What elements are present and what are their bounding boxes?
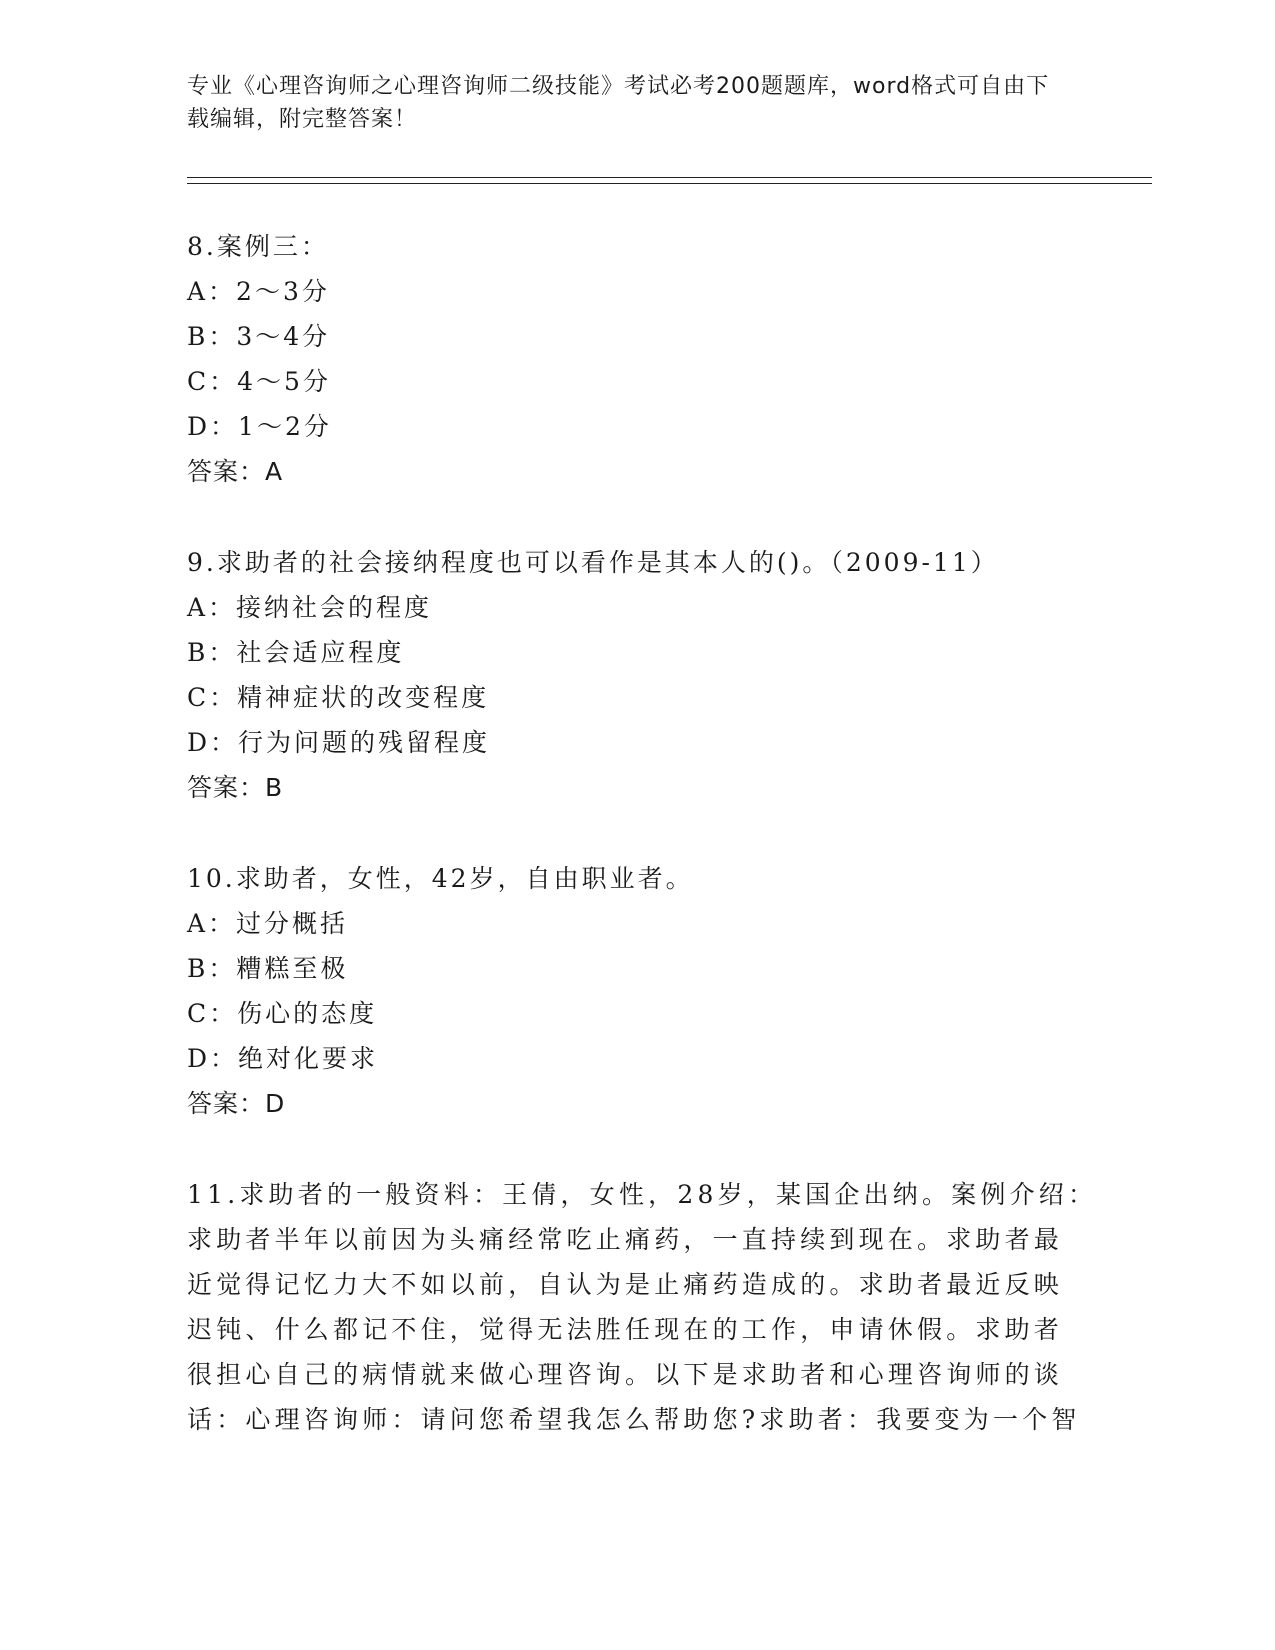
question-8 [187, 224, 1067, 494]
question-stem-line: 很担心自己的病情就来做心理咨询。以下是求助者和心理咨询师的谈 [187, 1360, 1064, 1389]
question-stem-line: 11.求助者的一般资料：王倩，女性，28岁，某国企出纳。案例介绍： [187, 1180, 1098, 1209]
question-11 [187, 1172, 1098, 1442]
option-d: D：绝对化要求 [187, 1044, 379, 1073]
option-d: D：1～2分 [187, 412, 332, 441]
question-10 [187, 856, 1067, 1126]
option-b: B：社会适应程度 [187, 638, 405, 667]
option-c: C：4～5分 [187, 367, 331, 396]
answer-line: 答案：D [187, 1089, 286, 1118]
answer-line: 答案：B [187, 773, 284, 802]
option-b: B：糟糕至极 [187, 954, 349, 983]
answer-line: 答案：A [187, 457, 284, 486]
header-rule-top [187, 177, 1152, 178]
question-stem: 10.求助者，女性，42岁，自由职业者。 [187, 864, 694, 893]
option-b: B：3～4分 [187, 322, 331, 351]
header-rule-bottom [187, 183, 1152, 184]
question-stem-line: 近觉得记忆力大不如以前，自认为是止痛药造成的。求助者最近反映 [187, 1270, 1064, 1299]
question-stem: 8.案例三： [187, 232, 329, 261]
option-a: A：2～3分 [187, 277, 330, 306]
option-c: C：精神症状的改变程度 [187, 683, 490, 712]
question-stem-line: 迟钝、什么都记不住，觉得无法胜任现在的工作，申请休假。求助者 [187, 1315, 1064, 1344]
option-d: D：行为问题的残留程度 [187, 728, 491, 757]
option-c: C：伤心的态度 [187, 999, 378, 1028]
question-stem-line: 求助者半年以前因为头痛经常吃止痛药，一直持续到现在。求助者最 [187, 1225, 1064, 1254]
option-a: A：接纳社会的程度 [187, 593, 433, 622]
question-stem-line: 话：心理咨询师：请问您希望我怎么帮助您?求助者：我要变为一个智 [187, 1405, 1081, 1434]
question-9 [187, 540, 1067, 810]
option-a: A：过分概括 [187, 909, 349, 938]
question-stem: 9.求助者的社会接纳程度也可以看作是其本人的()。（2009-11） [187, 548, 999, 577]
document-intro: 专业《心理咨询师之心理咨询师二级技能》考试必考200题题库，word格式可自由下载编辑，附完整答案！ [187, 74, 1050, 132]
